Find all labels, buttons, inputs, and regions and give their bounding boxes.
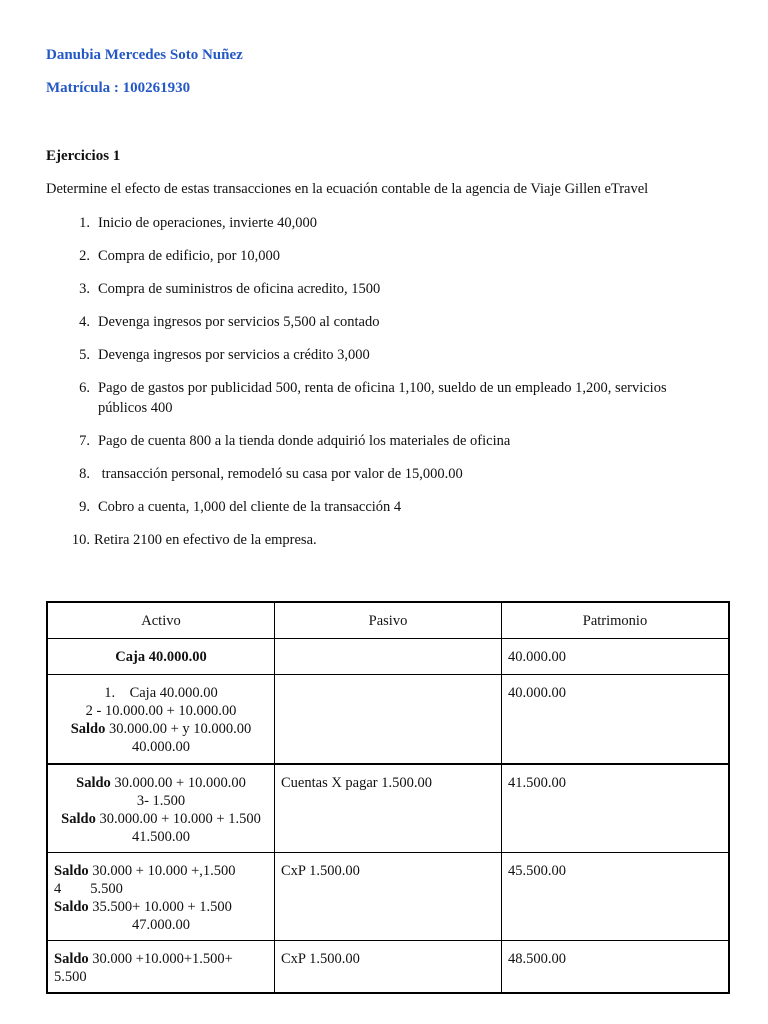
cell-line — [54, 720, 268, 738]
cell-line: 2 - 10.000.00 + 10.000.00 — [85, 703, 237, 719]
pasivo-cell — [275, 639, 502, 675]
activo-cell — [47, 764, 275, 853]
student-name: Danubia Mercedes Soto Nuñez — [46, 47, 243, 63]
cell-line — [54, 810, 268, 828]
table-header-row — [47, 602, 729, 639]
item-number: 5. — [79, 347, 90, 363]
item-number: 2. — [79, 248, 90, 264]
column-header-pasivo: Pasivo — [275, 602, 502, 639]
cell-line — [54, 898, 268, 916]
list-item — [46, 378, 726, 418]
pasivo-cell — [275, 675, 502, 765]
patrimonio-cell: 41.500.00 — [502, 764, 730, 853]
cell-line: 47.000.00 — [132, 917, 190, 933]
transaction-list — [46, 205, 726, 550]
exercise-title: Ejercicios 1 — [46, 148, 121, 164]
cell-line: 1. Caja 40.000.00 — [104, 685, 218, 701]
activo-cell — [47, 853, 275, 941]
saldo-label: Saldo — [76, 775, 111, 791]
list-item — [46, 312, 726, 332]
cell-value: 30.000.00 + 10.000 + 1.500 — [95, 811, 261, 827]
pasivo-cell: CxP 1.500.00 — [275, 941, 502, 994]
cell-line: 41.500.00 — [132, 829, 190, 845]
item-text: Compra de edificio, por 10,000 — [98, 248, 281, 264]
item-number: 8. — [79, 466, 90, 482]
table-row — [47, 639, 729, 675]
cell-line: 3- 1.500 — [136, 793, 186, 809]
list-item — [46, 213, 726, 233]
accounting-equation-table — [46, 601, 730, 994]
column-header-activo: Activo — [47, 602, 275, 639]
cell-value: 30.000 + 10.000 +,1.500 — [88, 863, 236, 879]
saldo-label: Saldo — [61, 811, 96, 827]
activo-cell: Caja 40.000.00 — [47, 639, 275, 675]
saldo-label: Saldo — [54, 899, 89, 915]
patrimonio-cell: 40.000.00 — [502, 675, 730, 765]
pasivo-cell: CxP 1.500.00 — [275, 853, 502, 941]
list-item — [46, 345, 726, 365]
list-item — [46, 530, 726, 550]
item-text: transacción personal, remodeló su casa por valor de 15,000.00 — [98, 466, 463, 482]
list-item — [46, 497, 726, 517]
item-text: Cobro a cuenta, 1,000 del cliente de la transacción 4 — [98, 499, 402, 515]
cell-line — [54, 774, 268, 792]
item-number: 4. — [79, 314, 90, 330]
item-text: Devenga ingresos por servicios 5,500 al contado — [98, 314, 380, 330]
cell-line — [54, 862, 268, 880]
cell-line: 5.500 — [54, 969, 87, 985]
item-text-line: públicos 400 — [98, 400, 173, 416]
item-text: Retira 2100 en efectivo de la empresa. — [94, 532, 317, 548]
table-row — [47, 941, 729, 994]
cell-value: 30.000.00 + y 10.000.00 — [105, 721, 252, 737]
item-text-line: Pago de gastos por publicidad 500, renta de oficina 1,100, sueldo de un empleado 1,200, servicios — [98, 380, 667, 396]
cell-value: 30.000.00 + 10.000.00 — [110, 775, 246, 791]
list-item — [46, 464, 726, 484]
activo-cell — [47, 941, 275, 994]
item-text: Compra de suministros de oficina acredito, 1500 — [98, 281, 381, 297]
item-number: 7. — [79, 433, 90, 449]
item-number: 1. — [79, 215, 90, 231]
cell-line: 4 5.500 — [54, 881, 123, 897]
item-text: Inicio de operaciones, invierte 40,000 — [98, 215, 318, 231]
saldo-label: Saldo — [70, 721, 106, 737]
pasivo-cell: Cuentas X pagar 1.500.00 — [275, 764, 502, 853]
patrimonio-cell: 40.000.00 — [502, 639, 730, 675]
activo-cell — [47, 675, 275, 765]
list-item — [46, 431, 726, 451]
column-header-patrimonio: Patrimonio — [502, 602, 730, 639]
saldo-label: Saldo — [54, 863, 89, 879]
cell-value: 35.500+ 10.000 + 1.500 — [88, 899, 232, 915]
cell-line — [54, 950, 268, 968]
item-number: 10. — [71, 532, 90, 548]
cell-line: 40.000.00 — [132, 739, 190, 755]
item-text — [90, 378, 726, 418]
exercise-intro: Determine el efecto de estas transacciones en la ecuación contable de la agencia de Viaje Gillen eTravel — [46, 181, 649, 197]
list-item — [46, 246, 726, 266]
table-row — [47, 853, 729, 941]
item-number: 9. — [79, 499, 90, 515]
table-row — [47, 675, 729, 765]
item-text: Pago de cuenta 800 a la tienda donde adquirió los materiales de oficina — [98, 433, 511, 449]
list-item — [46, 279, 726, 299]
patrimonio-cell: 48.500.00 — [502, 941, 730, 994]
saldo-label: Saldo — [54, 951, 89, 967]
patrimonio-cell: 45.500.00 — [502, 853, 730, 941]
student-id: Matrícula : 100261930 — [46, 80, 191, 96]
cell-value: 30.000 +10.000+1.500+ — [88, 951, 233, 967]
item-text: Devenga ingresos por servicios a crédito 3,000 — [98, 347, 370, 363]
item-number: 6. — [79, 380, 90, 396]
table-row — [47, 764, 729, 853]
item-number: 3. — [79, 281, 90, 297]
